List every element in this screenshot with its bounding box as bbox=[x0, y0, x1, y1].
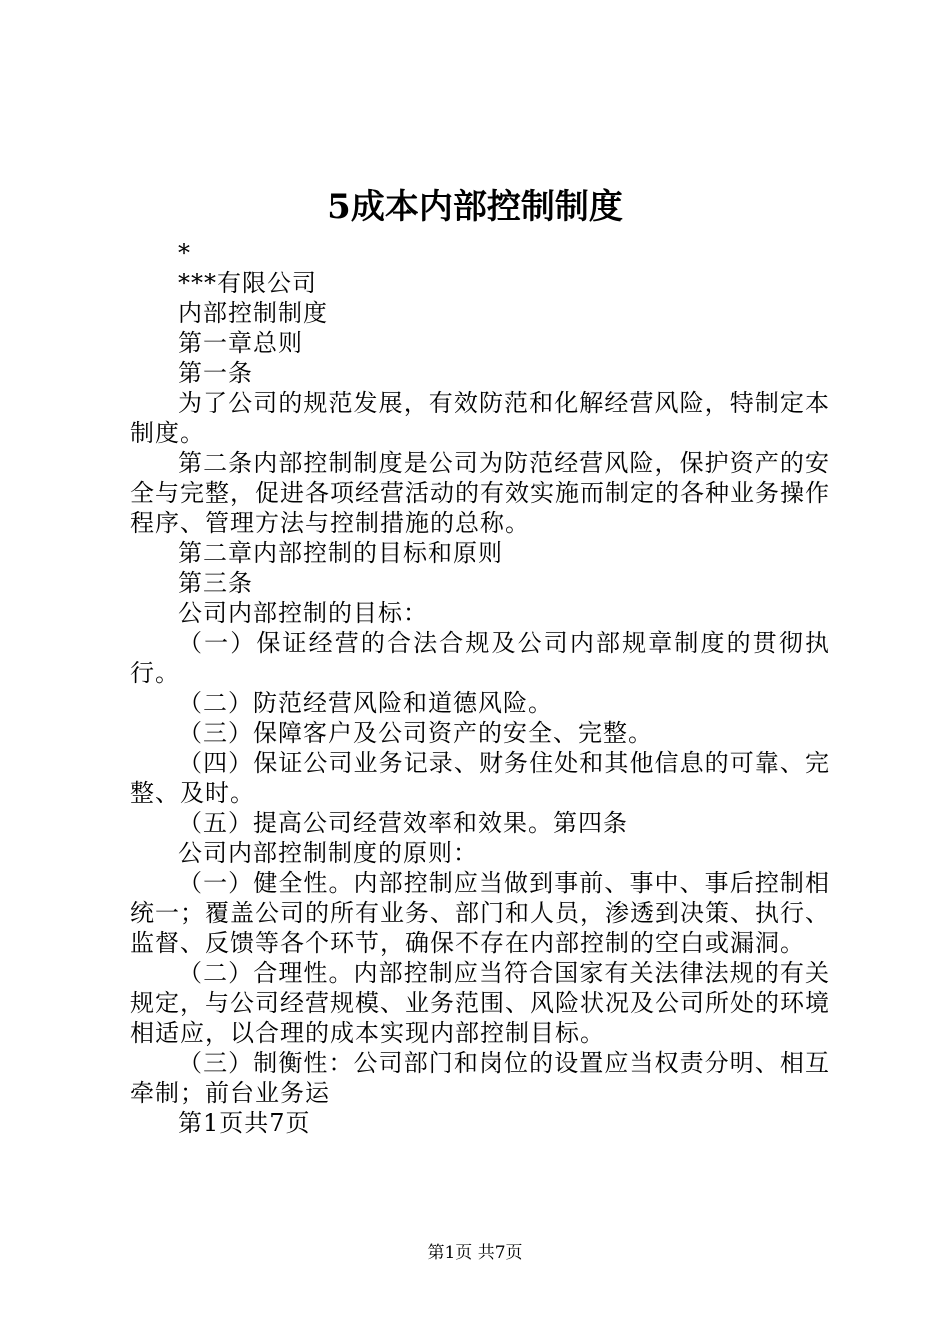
inline-page-number: 第1页共7页 bbox=[178, 1109, 311, 1137]
list-item: （一）保证经营的合法合规及公司内部规章制度的贯彻执行。 bbox=[130, 629, 830, 687]
paragraph: 公司内部控制的目标： bbox=[178, 599, 428, 627]
chapter-heading: 第二章内部控制的目标和原则 bbox=[178, 539, 503, 567]
document-body bbox=[130, 238, 830, 1138]
paragraph: ***有限公司 bbox=[178, 269, 317, 297]
article-heading: 第三条 bbox=[178, 569, 253, 597]
document-title: 5成本内部控制制度 bbox=[327, 187, 623, 227]
list-item: （三）保障客户及公司资产的安全、完整。 bbox=[178, 719, 653, 747]
paragraph: 内部控制制度 bbox=[178, 299, 328, 327]
paragraph: 为了公司的规范发展，有效防范和化解经营风险，特制定本制度。 bbox=[130, 389, 830, 447]
list-item: （五）提高公司经营效率和效果。第四条 bbox=[178, 809, 628, 837]
page-footer: 第1页 共7页 bbox=[427, 1243, 523, 1263]
paragraph: 第二条内部控制制度是公司为防范经营风险，保护资产的安全与完整，促进各项经营活动的有效实施而制定的各种业务操作程序、管理方法与控制措施的总称。 bbox=[130, 449, 830, 537]
list-item: （二）防范经营风险和道德风险。 bbox=[178, 689, 553, 717]
list-item: （二）合理性。内部控制应当符合国家有关法律法规的有关规定，与公司经营规模、业务范围、风险状况及公司所处的环境相适应，以合理的成本实现内部控制目标。 bbox=[130, 959, 830, 1047]
paragraph: * bbox=[178, 239, 191, 267]
list-item: （一）健全性。内部控制应当做到事前、事中、事后控制相统一；覆盖公司的所有业务、部门和人员，渗透到决策、执行、监督、反馈等各个环节，确保不存在内部控制的空白或漏洞。 bbox=[130, 869, 830, 957]
paragraph: 公司内部控制制度的原则： bbox=[178, 839, 478, 867]
chapter-heading: 第一章总则 bbox=[178, 329, 303, 357]
article-heading: 第一条 bbox=[178, 359, 253, 387]
list-item: （四）保证公司业务记录、财务住处和其他信息的可靠、完整、及时。 bbox=[130, 749, 830, 807]
list-item: （三）制衡性：公司部门和岗位的设置应当权责分明、相互牵制；前台业务运 bbox=[130, 1049, 830, 1107]
